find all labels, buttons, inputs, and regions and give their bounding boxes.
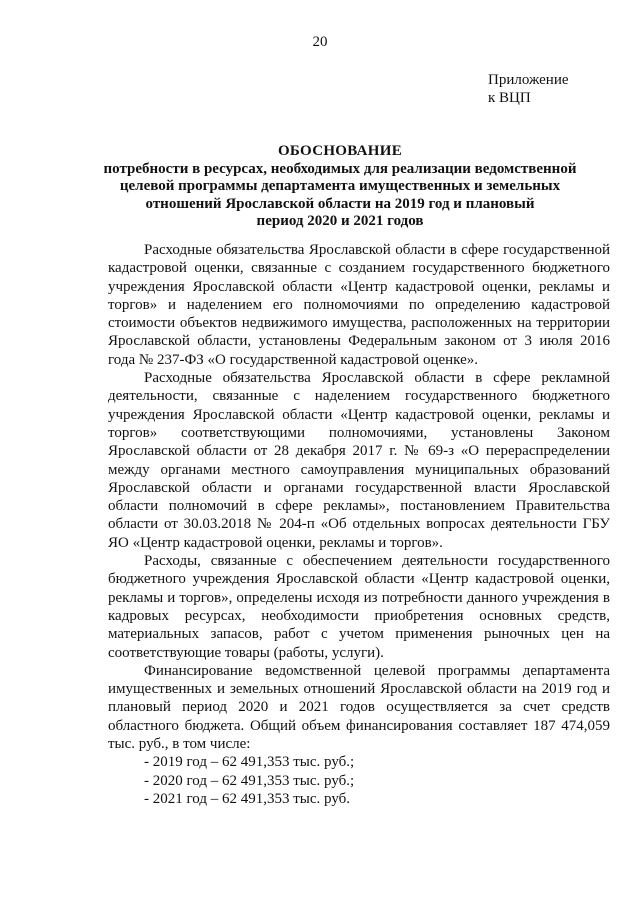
funding-item-2019: - 2019 год – 62 491,353 тыс. руб.;	[144, 754, 355, 771]
funding-list	[108, 753, 610, 808]
paragraph-advertising: Расходные обязательства Ярославской области в сфере рекламной деятельности, связанные с наделением государственного бюджетного учреждения Ярославской области «Центр кадастровой оценки, рекламы и торгов» соответствующими полномочиями, установлены Законом Ярославской области от 28 декабря 2017 г. № 69-з «О перераспределении между органами местного самоуправления муниципальных образований Ярославской области и органами государственной власти Ярославской области полномочий в сфере рекламы», постановлением Правительства области от 30.03.2018 № 204-п «Об отдельных вопросах деятельности ГБУ ЯО «Центр кадастровой оценки, рекламы и торгов».	[108, 370, 610, 551]
heading-line-1: потребности в ресурсах, необходимых для реализации ведомственной	[103, 160, 577, 177]
funding-item-2020: - 2020 год – 62 491,353 тыс. руб.;	[144, 772, 355, 789]
heading-line-3: отношений Ярославской области на 2019 год и плановый	[145, 195, 535, 212]
appendix-line-2: к ВЦП	[488, 90, 531, 106]
heading-title: ОБОСНОВАНИЕ	[277, 143, 403, 159]
document-body	[108, 241, 610, 808]
appendix-note	[488, 71, 569, 107]
paragraph-expenses: Расходы, связанные с обеспечением деятельности государственного бюджетного учреждения Ярославской области «Центр кадастровой оценки, рекламы и торгов», определены исходя из потребности данного учреждения в кадровых ресурсах, необходимости приобретения основных средств, материальных запасов, работ с учетом применения рыночных цен на соответствующие товары (работы, услуги).	[108, 553, 610, 661]
page-number: 20	[312, 34, 328, 50]
heading-line-2: целевой программы департамента имущественных и земельных	[119, 178, 561, 194]
appendix-line-1: Приложение	[488, 72, 569, 88]
paragraph-cadastral-valuation: Расходные обязательства Ярославской области в сфере государственной кадастровой оценки, связанные с созданием государственного бюджетного учреждения Ярославской области «Центр кадастровой оценки, рекламы и торгов» и наделением его полномочиями по определению кадастровой стоимости объектов недвижимого имущества, расположенных на территории Ярославской области, установлены Федеральным законом от 3 июля 2016 года № 237-ФЗ «О государственной кадастровой оценке».	[108, 242, 610, 368]
document-heading	[100, 143, 580, 231]
funding-item-2021: - 2021 год – 62 491,353 тыс. руб.	[144, 790, 351, 807]
paragraph-financing: Финансирование ведомственной целевой программы департамента имущественных и земельных отношений Ярославской области на 2019 год и плановый период 2020 и 2021 годов осуществляется за счет средств областного бюджета. Общий объем финансирования составляет 187 474,059 тыс. руб., в том числе:	[108, 662, 610, 753]
heading-line-4: период 2020 и 2021 годов	[256, 213, 424, 229]
